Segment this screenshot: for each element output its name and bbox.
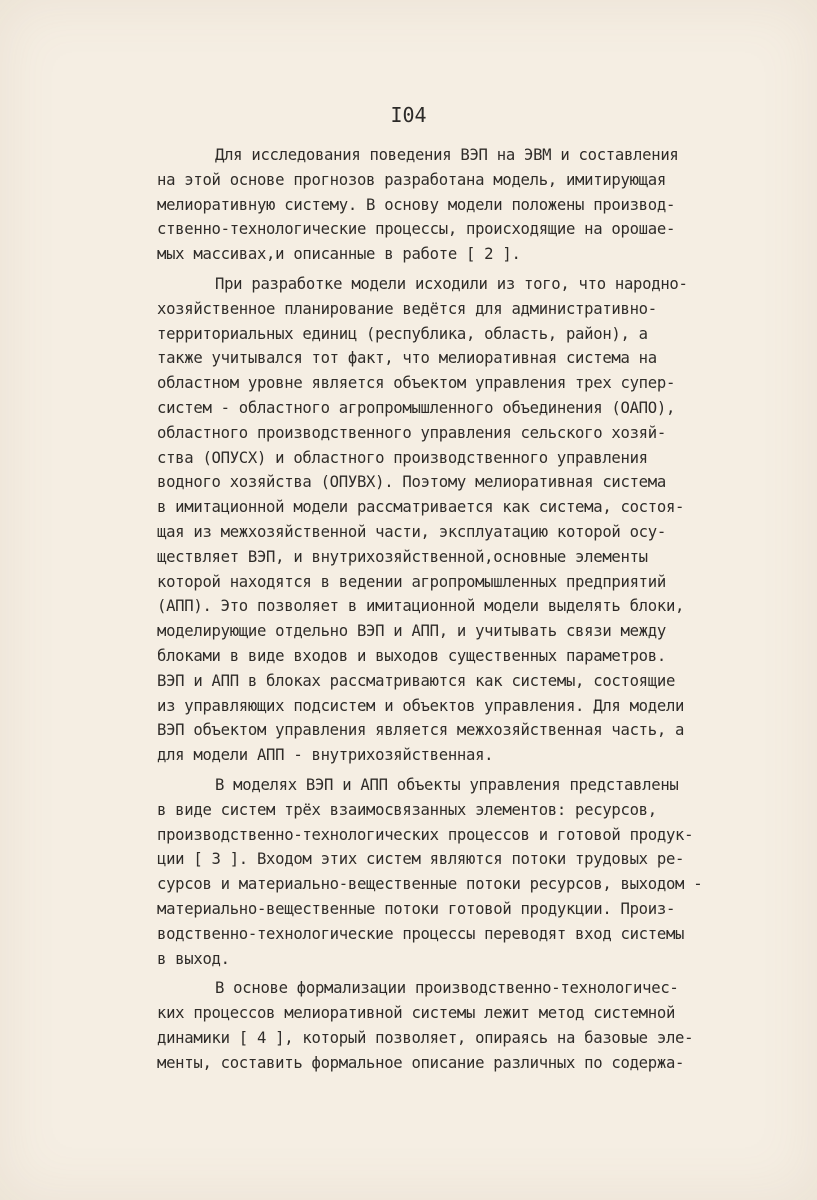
text-line: Для исследования поведения ВЭП на ЭВМ и составления xyxy=(215,146,679,164)
text-line: моделирующие отдельно ВЭП и АПП, и учитывать связи между xyxy=(157,622,666,641)
text-line: также учитывался тот факт, что мелиоративная система на xyxy=(157,349,657,368)
text-line: хозяйственное планирование ведётся для административно- xyxy=(157,299,657,318)
text-line: щая из межхозяйственной части, эксплуатацию которой осу- xyxy=(157,522,666,541)
text-line: из управляющих подсистем и объектов управления. Для модели xyxy=(157,696,685,715)
text-line: на этой основе прогнозов разработана модель, имитирующая xyxy=(157,170,666,189)
text-line: ких процессов мелиоративной системы лежит метод системной xyxy=(157,1004,676,1023)
text-line: менты, составить формальное описание различных по содержа- xyxy=(157,1053,685,1072)
text-line: сурсов и материально-вещественные потоки ресурсов, выходом - xyxy=(157,875,703,894)
text-line: ВЭП объектом управления является межхозяйственная часть, а xyxy=(157,721,685,740)
text-line: которой находятся в ведении агропромышленных предприятий xyxy=(157,572,666,591)
text-line: материально-вещественные потоки готовой продукции. Произ- xyxy=(157,899,676,918)
text-line: в имитационной модели рассматривается как система, состоя- xyxy=(157,498,685,517)
text-line: динамики [ 4 ], который позволяет, опираясь на базовые эле- xyxy=(157,1028,694,1047)
text-line: в виде систем трёх взаимосвязанных элементов: ресурсов, xyxy=(157,800,657,819)
text-line: В основе формализации производственно-технологичес- xyxy=(215,979,679,998)
page-number: I04 xyxy=(390,103,427,127)
body-text xyxy=(157,143,797,1075)
text-line: ществляет ВЭП, и внутрихозяйственной,основные элементы xyxy=(157,547,648,566)
text-line: в выход. xyxy=(157,949,230,968)
text-line: областном уровне является объектом управления трех супер- xyxy=(157,374,676,393)
text-line: территориальных единиц (республика, область, район), а xyxy=(157,324,648,343)
text-line: ВЭП и АПП в блоках рассматриваются как системы, состоящие xyxy=(157,671,676,690)
text-line: областного производственного управления сельского хозяй- xyxy=(157,423,666,442)
text-line: В моделях ВЭП и АПП объекты управления представлены xyxy=(215,775,679,794)
text-line: мелиоративную систему. В основу модели положены производ- xyxy=(157,195,676,214)
text-line: систем - областного агропромышленного объединения (ОАПО), xyxy=(157,398,676,417)
text-line: ственно-технологические процессы, происходящие на орошае- xyxy=(157,220,676,239)
text-line: (АПП). Это позволяет в имитационной модели выделять блоки, xyxy=(157,597,685,616)
text-line: для модели АПП - внутрихозяйственная. xyxy=(157,746,494,765)
text-line: ства (ОПУСХ) и областного производственного управления xyxy=(157,448,648,467)
text-line: водственно-технологические процессы переводят вход системы xyxy=(157,924,685,943)
text-line: При разработке модели исходили из того, что народно- xyxy=(215,274,688,293)
text-line: производственно-технологических процессов и готовой продук- xyxy=(157,825,694,844)
text-line: мых массивах,и описанные в работе [ 2 ]. xyxy=(157,245,521,264)
text-line: водного хозяйства (ОПУВХ). Поэтому мелиоративная система xyxy=(157,473,666,492)
text-line: блоками в виде входов и выходов существенных параметров. xyxy=(157,646,666,665)
text-line: ции [ 3 ]. Входом этих систем являются потоки трудовых ре- xyxy=(157,850,685,869)
